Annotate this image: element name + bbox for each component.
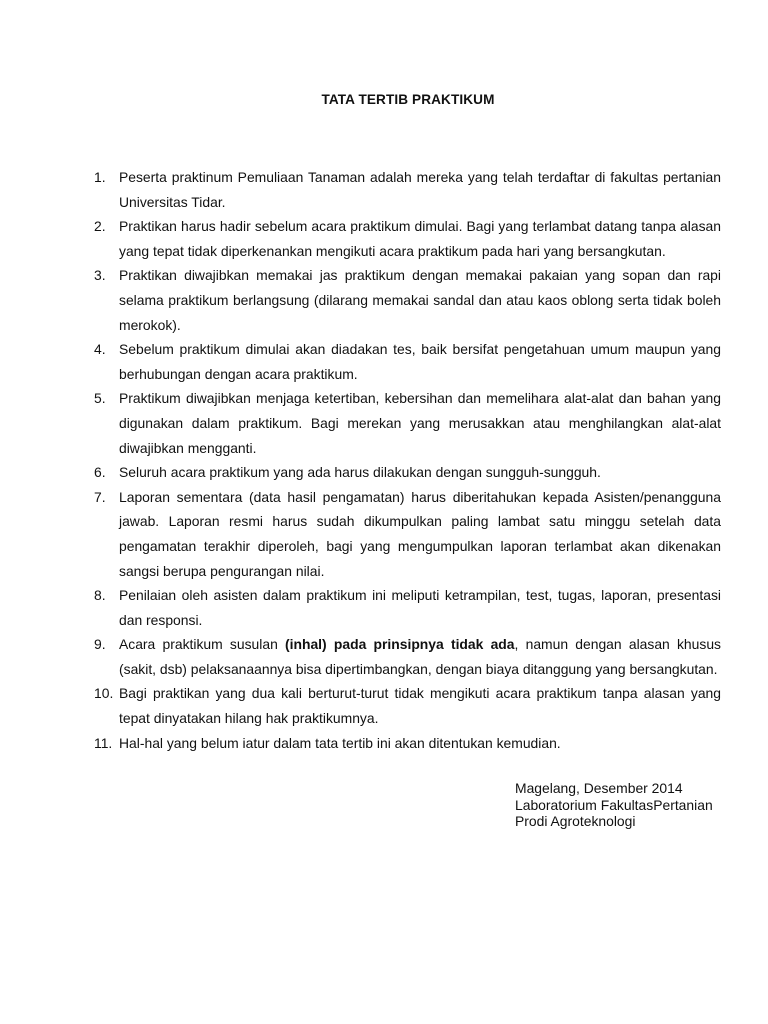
list-item-text: Bagi praktikan yang dua kali berturut-turut tidak mengikuti acara praktikum tanpa alasan yang tepat dinyatakan hilang hak praktikumnya. bbox=[119, 685, 721, 727]
list-item-text: Peserta praktinum Pemuliaan Tanaman adalah mereka yang telah terdaftar di fakultas pertanian Universitas Tidar. bbox=[119, 169, 721, 210]
list-item-text bbox=[119, 632, 721, 681]
list-item-text: Praktikum diwajibkan menjaga ketertiban, kebersihan dan memelihara alat-alat dan bahan yang digunakan dalam praktikum. Bagi merekan yang merusakkan atau menghilangkan alat-alat diwajibkan mengganti. bbox=[119, 390, 721, 456]
list-item-number: 5. bbox=[94, 390, 106, 407]
list-item-text: Seluruh acara praktikum yang ada harus dilakukan dengan sungguh-sungguh. bbox=[119, 464, 601, 481]
list-item-number: 2. bbox=[94, 218, 106, 235]
list-item-number: 11. bbox=[94, 734, 113, 751]
list-item bbox=[94, 263, 721, 337]
list-item bbox=[94, 337, 721, 386]
list-item-text: Hal-hal yang belum iatur dalam tata tertib ini akan ditentukan kemudian. bbox=[119, 734, 561, 751]
list-item-number: 9. bbox=[94, 636, 106, 653]
signature-institution: Laboratorium FakultasPertanian bbox=[515, 796, 713, 813]
list-item-text: Sebelum praktikum dimulai akan diadakan tes, baik bersifat pengetahuan umum maupun yang berhubungan dengan acara praktikum. bbox=[119, 341, 721, 382]
list-item-number: 7. bbox=[94, 488, 106, 505]
document-title: TATA TERTIB PRAKTIKUM bbox=[321, 92, 495, 107]
list-item-text: Praktikan diwajibkan memakai jas praktikum dengan memakai pakaian yang sopan dan rapi selama praktikum berlangsung (dilarang memakai sandal dan atau kaos oblong serta tidak boleh merokok). bbox=[119, 267, 721, 333]
signature-program: Prodi Agroteknologi bbox=[515, 813, 636, 829]
list-item-number: 1. bbox=[94, 169, 106, 185]
list-item-text: Penilaian oleh asisten dalam praktikum ini meliputi ketrampilan, test, tugas, laporan, presentasi dan responsi. bbox=[119, 587, 721, 628]
list-item bbox=[94, 583, 721, 632]
list-item bbox=[94, 386, 721, 460]
list-item bbox=[94, 632, 721, 681]
list-item-text: Praktikan harus hadir sebelum acara praktikum dimulai. Bagi yang terlambat datang tanpa alasan yang tepat tidak diperkenankan mengikuti acara praktikum pada hari yang bersangkutan. bbox=[119, 218, 721, 259]
list-item-number: 6. bbox=[94, 464, 106, 481]
list-item-text-after: , namun dengan alasan khusus (sakit, dsb) pelaksanaannya bisa dipertimbangkan, dengan biaya ditanggung yang bersangkutan. bbox=[119, 636, 721, 677]
list-item-text: Laporan sementara (data hasil pengamatan) harus diberitahukan kepada Asisten/penangguna jawab. Laporan resmi harus sudah dikumpulkan paling lambat satu minggu setelah data pengamatan terakhir diperoleh, bagi yang mengumpulkan laporan terlambat akan dikenakan sangsi berupa pengurangan nilai. bbox=[119, 488, 721, 579]
list-item bbox=[94, 485, 721, 583]
list-item-text-before: Acara praktikum susulan bbox=[119, 636, 285, 653]
list-item bbox=[94, 731, 721, 756]
list-item-number: 3. bbox=[94, 267, 106, 284]
list-item-number: 4. bbox=[94, 341, 106, 358]
list-item bbox=[94, 681, 721, 730]
rules-list bbox=[94, 165, 721, 755]
signature-block bbox=[515, 780, 713, 830]
signature-place-date: Magelang, Desember 2014 bbox=[515, 780, 683, 796]
list-item-number: 10. bbox=[94, 685, 114, 702]
list-item-text-bold: (inhal) pada prinsipnya tidak ada bbox=[285, 636, 515, 653]
list-item-number: 8. bbox=[94, 587, 106, 604]
list-item bbox=[94, 460, 721, 485]
list-item bbox=[94, 214, 721, 263]
list-item bbox=[94, 165, 721, 214]
